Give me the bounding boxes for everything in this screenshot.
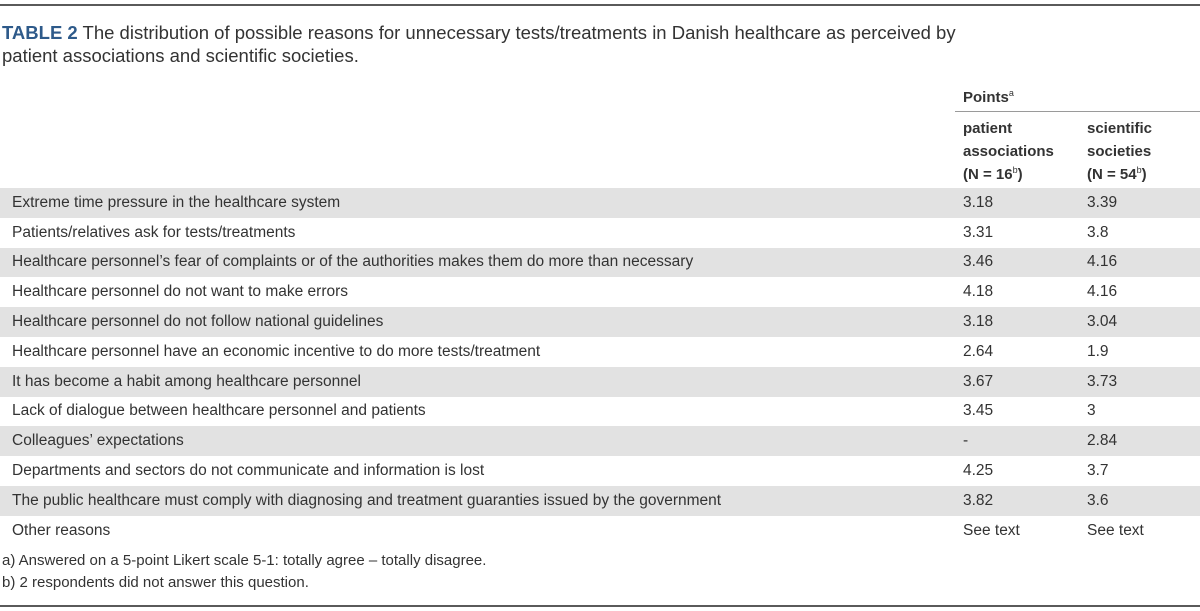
patient-value-cell: 3.82 (963, 491, 994, 509)
top-rule (0, 4, 1200, 6)
scientific-value-cell: 2.84 (1087, 432, 1118, 450)
footnote-b: b) 2 respondents did not answer this question. (2, 574, 309, 591)
bottom-rule (0, 605, 1200, 607)
column-header-n: $(N = 54^b)$ (1087, 165, 1147, 183)
reason-cell: Extreme time pressure in the healthcare system (12, 193, 341, 211)
scientific-value-cell: 3.39 (1087, 193, 1118, 211)
scientific-value-cell: 3.6 (1087, 491, 1109, 509)
table-row (0, 188, 1200, 218)
reason-cell: Lack of dialogue between healthcare personnel and patients (12, 402, 426, 420)
column-header-line1: patient (963, 120, 1013, 137)
table-row (0, 248, 1200, 278)
table-row (0, 456, 1200, 486)
patient-value-cell: 3.46 (963, 253, 994, 271)
points-header-rule (955, 111, 1200, 112)
patient-value-cell: 3.45 (963, 402, 994, 420)
scientific-value-cell: See text (1087, 521, 1144, 539)
points-footnote-mark: a (1008, 88, 1014, 98)
column-header-scientific-societies (1087, 117, 1152, 186)
scientific-value-cell: 3.8 (1087, 223, 1109, 241)
reason-cell: The public healthcare must comply with diagnosing and treatment guaranties issued by the government (12, 491, 722, 509)
table-row (0, 218, 1200, 248)
table-caption (2, 21, 1002, 67)
reason-cell: Other reasons (12, 521, 111, 539)
table-row (0, 516, 1200, 546)
points-header (963, 89, 1014, 106)
scientific-value-cell: 3.73 (1087, 372, 1118, 390)
table-row (0, 397, 1200, 427)
patient-value-cell: 3.67 (963, 372, 994, 390)
scientific-value-cell: 3.04 (1087, 313, 1118, 331)
patient-value-cell: 2.64 (963, 342, 994, 360)
scientific-value-cell: 1.9 (1087, 342, 1109, 360)
scientific-value-cell: 4.16 (1087, 283, 1118, 301)
table-row (0, 367, 1200, 397)
scientific-value-cell: 3.7 (1087, 462, 1109, 480)
patient-value-cell: 4.18 (963, 283, 994, 301)
reason-cell: Patients/relatives ask for tests/treatments (12, 223, 296, 241)
table-body (0, 188, 1200, 546)
reason-cell: Colleagues’ expectations (12, 432, 184, 450)
reason-cell: Healthcare personnel do not follow national guidelines (12, 313, 384, 331)
table-row (0, 426, 1200, 456)
patient-value-cell: 4.25 (963, 462, 994, 480)
reason-cell: It has become a habit among healthcare personnel (12, 372, 361, 390)
column-header-patient-associations (963, 117, 1054, 186)
table-footnotes (2, 550, 486, 594)
table-row (0, 486, 1200, 516)
reason-cell: Healthcare personnel have an economic incentive to do more tests/treatment (12, 342, 541, 360)
reason-cell: Departments and sectors do not communicate and information is lost (12, 462, 485, 480)
patient-value-cell: - (963, 432, 969, 450)
column-header-n: $(N = 16^b)$ (963, 165, 1023, 183)
patient-value-cell: 3.31 (963, 223, 994, 241)
patient-value-cell: 3.18 (963, 193, 994, 211)
reason-cell: Healthcare personnel do not want to make errors (12, 283, 349, 301)
points-header-label: Points (963, 89, 1009, 106)
table-row (0, 277, 1200, 307)
column-header-line1: scientific (1087, 120, 1153, 137)
table-row (0, 307, 1200, 337)
column-header-line2: societies (1087, 143, 1152, 160)
footnote-a: a) Answered on a 5-point Likert scale 5-1: totally agree – totally disagree. (2, 552, 487, 569)
table-label: TABLE 2 (2, 22, 78, 43)
patient-value-cell: See text (963, 521, 1020, 539)
scientific-value-cell: 3 (1087, 402, 1096, 420)
reason-cell: Healthcare personnel’s fear of complaints or of the authorities makes them do more than necessary (12, 253, 694, 271)
patient-value-cell: 3.18 (963, 313, 994, 331)
table-title: The distribution of possible reasons for unnecessary tests/treatments in Danish healthcare as perceived by patient associations and scientific societies. (2, 22, 956, 66)
column-header-line2: associations (963, 143, 1054, 160)
scientific-value-cell: 4.16 (1087, 253, 1118, 271)
table-row (0, 337, 1200, 367)
